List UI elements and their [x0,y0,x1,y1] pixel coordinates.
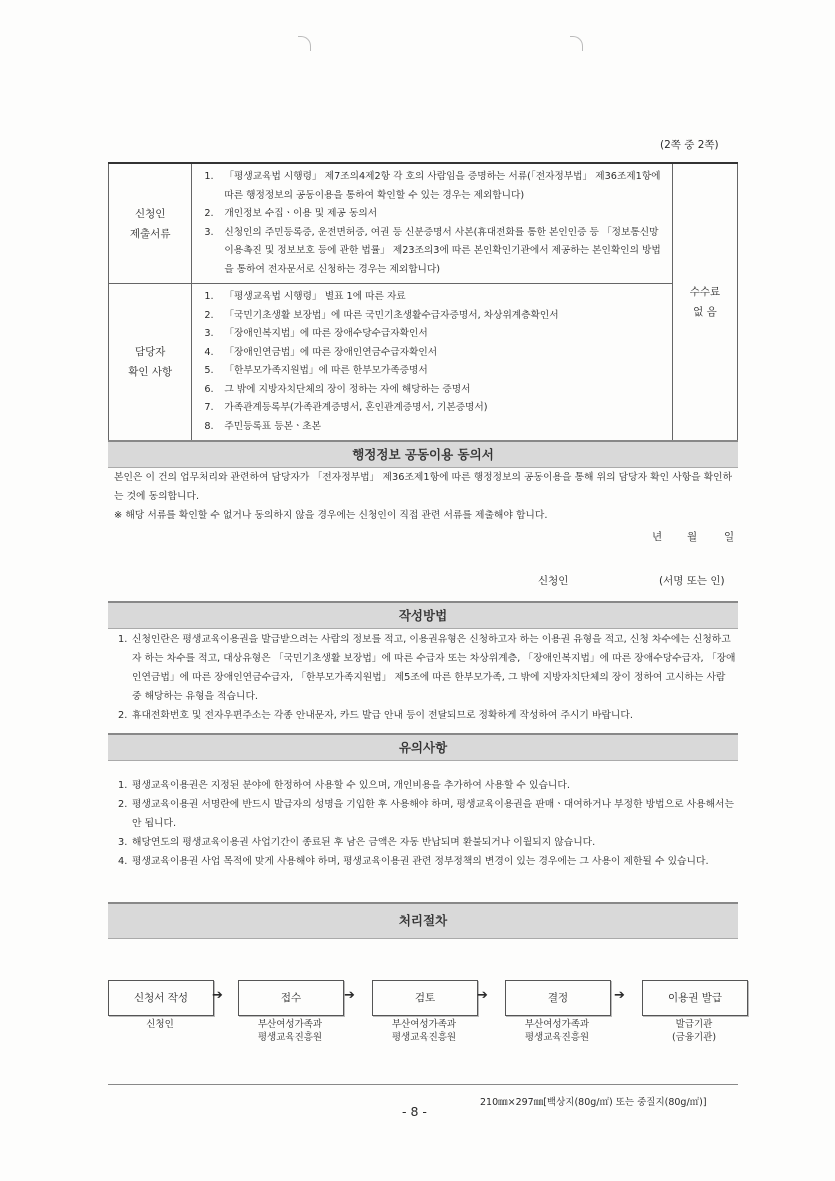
scan-mark [570,36,583,51]
applicant-docs-label [109,163,192,284]
requirements-table [108,162,738,441]
list-item: 8. 주민등록표 등본ㆍ초본 [204,420,322,432]
step-issue-box: 이용권 발급 [642,980,748,1016]
step-decision-owner: 부산여성가족과 평생교육진흥원 [524,1019,590,1043]
arrow-icon: ➔ [614,988,625,1003]
officer-check-list [192,284,673,441]
step-review-owner: 부산여성가족과 평생교육진흥원 [391,1019,457,1043]
list-item: 3. 해당연도의 평생교육이용권 사업기간이 종료된 후 남은 금액은 자동 반납되며 환불되거나 이월되지 않습니다. [118,837,596,848]
list-item: 1. 평생교육이용권은 지정된 분야에 한정하여 사용할 수 있으며, 개인비용을 추가하여 사용할 수 있습니다. [118,780,570,791]
date-year: 년 [652,531,663,543]
list-item: 1. 「평생교육법 시행령」 제7조의4제2항 각 호의 사람임을 증명하는 서류(「전자정부법」 제36조제1항에 따른 행정정보의 공동이용을 통하여 확인할 수 있는 경우는 제외합니다) [204,171,661,201]
step-receive-owner: 부산여성가족과 평생교육진흥원 [257,1019,323,1043]
step-review-box: 검토 [372,980,478,1016]
step-decision-box: 결정 [505,980,611,1016]
label-line: 확인 사항 [128,366,173,378]
fee-value: 없 음 [693,306,717,318]
list-item: 3. 신청인의 주민등록증, 운전면허증, 여권 등 신분증명서 사본(휴대전화를 통한 본인인증 등 「정보통신망 이용촉진 및 정보보호 등에 관한 법률」 제23조의3에 따른 본인확인기관에서 제공하는 본인확인의 방법을 통하여 전자문서로 신청하는 경우는 제외합니다) [204,226,661,275]
date-day: 일 [724,531,735,543]
applicant-docs-list [192,163,673,284]
list-item: 3. 「장애인복지법」에 따른 장애수당수급자확인서 [204,328,428,339]
list-item: 4. 「장애인연금법」에 따른 장애인연금수급자확인서 [204,346,438,358]
date-month: 월 [687,531,698,543]
label-line: 신청인 [134,207,166,220]
page-number: - 8 - [402,1104,427,1119]
step-apply-owner: 신청인 [146,1019,174,1030]
procedure-title: 처리절차 [108,902,738,939]
instructions-title: 작성방법 [108,601,738,629]
consent-body: 본인은 이 건의 업무처리와 관련하여 담당자가 「전자정부법」 제36조제1항에 따른 행정정보의 공동이용을 통해 위의 담당자 확인 사항을 확인하는 것에 동의합니다. [114,472,733,502]
list-item: 1. 「평생교육법 시행령」 별표 1에 따른 자료 [204,291,406,302]
notes-title: 유의사항 [108,733,738,761]
fee-label: 수수료 [689,286,721,298]
list-item: 4. 평생교육이용권 사업 목적에 맞게 사용해야 하며, 평생교육이용권 관련 정부정책의 변경이 있는 경우에는 그 사용이 제한될 수 있습니다. [118,856,709,867]
step-receive-box: 접수 [238,980,344,1016]
applicant-label: 신청인 [538,575,569,587]
consent-title: 행정정보 공동이용 동의서 [108,440,738,468]
notes-list [118,776,736,871]
instructions-list [118,630,736,725]
list-item: 2. 「국민기초생활 보장법」에 따른 국민기초생활수급자증명서, 차상위계층확인서 [204,309,559,321]
arrow-icon: ➔ [477,988,488,1003]
officer-check-label [109,284,192,441]
label-line: 제출서류 [129,227,171,240]
step-apply-box: 신청서 작성 [108,980,214,1016]
page-count: (2쪽 중 2쪽) [660,139,719,151]
list-item: 5. 「한부모가족지원법」에 따른 한부모가족증명서 [204,365,428,376]
list-item: 1. 신청인란은 평생교육이용권을 발급받으려는 사람의 정보를 적고, 이용권유형은 신청하고자 하는 이용권 유형을 적고, 신청 차수에는 신청하고자 하는 차수를 적고, 대상유형은 「국민기초생활 보장법」에 따른 수급자 또는 차상위계층, 「장애인복지법」에 따른 장애수당수급자, 「장애인연금법」에 따른 장애인연금수급자, 「한부모가족지원법」 제5조에 따른 한부모가족, 그 밖에 지방자치단체의 장이 정하여 고시하는 사람 중 해당하는 유형을 적습니다. [118,634,736,702]
scan-mark [298,36,311,51]
list-item: 2. 평생교육이용권 서명란에 반드시 발급자의 성명을 기입한 후 사용해야 하며, 평생교육이용권을 판매ㆍ대여하거나 부정한 방법으로 사용해서는 안 됩니다. [118,799,734,829]
signature-label: (서명 또는 인) [659,575,725,587]
consent-note: ※ 해당 서류를 확인할 수 없거나 동의하지 않을 경우에는 신청인이 직접 관련 서류를 제출해야 합니다. [114,510,548,521]
paper-spec: 210㎜×297㎜[백상지(80g/㎡) 또는 중질지(80g/㎡)] [480,1097,707,1108]
list-item: 2. 개인정보 수집ㆍ이용 및 제공 동의서 [204,208,378,219]
list-item: 7. 가족관계등록부(가족관계증명서, 혼인관계증명서, 기본증명서) [204,402,488,413]
step-issue-owner: 발급기관 (금융기관) [671,1019,717,1043]
fee-cell [672,163,737,441]
list-item: 6. 그 밖에 지방자치단체의 장이 정하는 자에 해당하는 증명서 [204,383,471,395]
arrow-icon: ➔ [344,988,355,1003]
footer-divider [108,1084,738,1085]
label-line: 담당자 [134,346,166,358]
arrow-icon: ➔ [212,988,223,1003]
list-item: 2. 휴대전화번호 및 전자우편주소는 각종 안내문자, 카드 발급 안내 등이 전달되므로 정확하게 작성하여 주시기 바랍니다. [118,710,633,721]
